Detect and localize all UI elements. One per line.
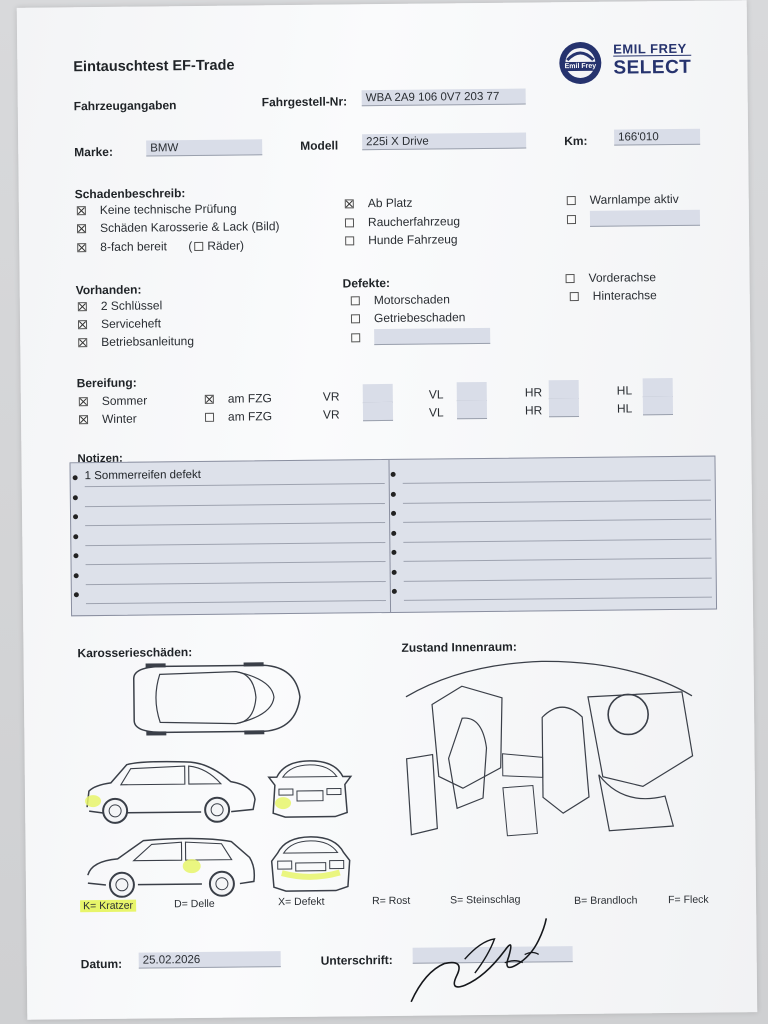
logo-brand-line2: SELECT	[613, 56, 692, 79]
car-side-view-left-icon	[81, 755, 262, 829]
tire-hl-2[interactable]	[643, 396, 673, 415]
tire-season[interactable]: Sommer	[79, 394, 147, 409]
note-line[interactable]	[86, 582, 386, 604]
checkbox-checked[interactable]	[78, 320, 87, 329]
car-front-view-icon	[265, 754, 356, 825]
note-line[interactable]	[86, 563, 386, 585]
checkbox[interactable]	[567, 215, 576, 224]
note-bullet	[391, 511, 396, 516]
note-line[interactable]	[403, 481, 711, 503]
note-bullet	[73, 475, 78, 480]
extra-damage-item[interactable]	[567, 210, 700, 227]
present-item[interactable]: Serviceheft	[78, 316, 161, 331]
note-bullet	[392, 589, 397, 594]
damage-heading: Schadenbeschreib:	[74, 186, 186, 202]
damage-item[interactable]: Raucherfahrzeug	[345, 214, 460, 229]
warning-lamp-item[interactable]: Warnlampe aktiv	[567, 192, 679, 207]
defect-item[interactable]: Motorschaden	[351, 292, 450, 307]
note-bullet	[391, 491, 396, 496]
model-field[interactable]: 225i X Drive	[362, 133, 526, 151]
checkbox[interactable]	[205, 413, 214, 422]
car-rear-view-icon	[265, 832, 356, 899]
defect-item[interactable]	[351, 328, 490, 345]
tire-vr-1[interactable]	[363, 384, 393, 403]
present-item[interactable]: 2 Schlüssel	[78, 298, 163, 313]
checkbox[interactable]	[351, 297, 360, 306]
checkbox[interactable]	[567, 196, 576, 205]
tire-on-car[interactable]: am FZG	[205, 391, 272, 406]
checkbox-checked[interactable]	[345, 200, 354, 209]
tire-pos-label: HR	[524, 403, 543, 418]
tire-season[interactable]: Winter	[79, 412, 137, 427]
tire-pos-label: HR	[524, 385, 543, 400]
checkbox-checked[interactable]	[79, 415, 88, 424]
note-bullet	[73, 495, 78, 500]
damage-item[interactable]: Hunde Fahrzeug	[345, 232, 458, 247]
car-side-view-right-icon	[81, 833, 262, 903]
note-bullet	[392, 569, 397, 574]
damage-item[interactable]: Ab Platz	[345, 196, 413, 211]
emil-frey-logo	[557, 39, 707, 89]
tire-pos-label: VR	[322, 389, 340, 404]
notes-right-column	[70, 457, 714, 464]
interior-heading: Zustand Innenraum:	[401, 639, 517, 655]
tires-heading: Bereifung:	[76, 375, 137, 391]
checkbox[interactable]	[566, 274, 575, 283]
note-bullet	[391, 472, 396, 477]
checkbox-checked[interactable]	[79, 397, 88, 406]
km-field[interactable]: 166'010	[614, 129, 700, 146]
make-field[interactable]: BMW	[146, 139, 262, 156]
checkbox[interactable]	[345, 237, 354, 246]
signature-scribble	[404, 910, 565, 1008]
note-line[interactable]: 1 Sommerreifen defekt	[85, 465, 385, 487]
damage-item[interactable]: 8-fach bereit ( Räder)	[77, 238, 244, 254]
note-bullet	[73, 553, 78, 558]
checkbox-checked[interactable]	[78, 338, 87, 347]
tire-pos-label: VL	[428, 387, 444, 402]
checkbox[interactable]	[351, 315, 360, 324]
date-label: Datum:	[80, 956, 123, 972]
note-line[interactable]	[403, 540, 711, 562]
date-field[interactable]: 25.02.2026	[139, 951, 281, 968]
form-title: Eintauschtest EF-Trade	[73, 57, 235, 76]
checkbox-checked[interactable]	[77, 206, 86, 215]
notes-heading: Notizen:	[77, 452, 123, 466]
checkbox-checked[interactable]	[77, 243, 86, 252]
damage-item[interactable]: Schäden Karosserie & Lack (Bild)	[77, 219, 280, 235]
legend-item: X= Defekt	[278, 895, 325, 909]
note-bullet	[73, 514, 78, 519]
tire-vr-2[interactable]	[363, 402, 393, 421]
axle-item[interactable]: Vorderachse	[566, 270, 657, 285]
defect-other-field[interactable]	[374, 328, 490, 345]
car-top-view-icon	[124, 659, 305, 739]
note-line[interactable]	[85, 504, 385, 526]
note-line[interactable]	[403, 462, 711, 484]
extra-damage-field[interactable]	[590, 210, 700, 227]
legend-item: D= Delle	[174, 897, 215, 911]
km-label: Km:	[564, 133, 588, 149]
tire-pos-label: HL	[616, 401, 633, 416]
damage-marker	[85, 795, 101, 807]
note-line[interactable]	[404, 579, 712, 601]
note-line[interactable]	[85, 524, 385, 546]
checkbox-checked[interactable]	[78, 302, 87, 311]
signature-label: Unterschrift:	[320, 952, 393, 968]
tire-on-car[interactable]: am FZG	[205, 409, 272, 424]
checkbox[interactable]	[351, 333, 360, 342]
note-line[interactable]	[403, 501, 711, 523]
present-item[interactable]: Betriebsanleitung	[78, 334, 194, 349]
axle-item[interactable]: Hinterachse	[570, 288, 657, 303]
present-heading: Vorhanden:	[75, 282, 142, 298]
tire-pos-label: VR	[322, 407, 340, 422]
raeder-checkbox[interactable]	[194, 242, 203, 251]
damage-marker	[275, 797, 291, 809]
vin-label: Fahrgestell-Nr:	[261, 94, 348, 110]
note-line[interactable]	[85, 485, 385, 507]
defect-item[interactable]: Getriebeschaden	[351, 310, 466, 325]
form-sheet	[17, 0, 758, 1020]
note-bullet	[391, 550, 396, 555]
tire-vl-1[interactable]	[457, 382, 487, 401]
legend-item: R= Rost	[372, 894, 411, 908]
note-bullet	[391, 530, 396, 535]
body-damage-heading: Karosserieschäden:	[77, 645, 193, 661]
checkbox-checked[interactable]	[205, 395, 214, 404]
notes-box[interactable]	[69, 456, 717, 617]
legend-item: F= Fleck	[668, 893, 709, 907]
note-line[interactable]	[404, 559, 712, 581]
checkbox[interactable]	[570, 292, 579, 301]
note-bullet	[74, 592, 79, 597]
section-title: Fahrzeugangaben	[73, 98, 177, 114]
checkbox[interactable]	[345, 219, 354, 228]
car-interior-icon	[402, 656, 704, 841]
make-label: Marke:	[74, 144, 113, 160]
damage-item[interactable]: Keine technische Prüfung	[77, 202, 237, 218]
checkbox-checked[interactable]	[77, 224, 86, 233]
legend-item: S= Steinschlag	[450, 893, 521, 907]
tire-pos-label: HL	[616, 383, 633, 398]
note-line[interactable]	[403, 520, 711, 542]
vin-field[interactable]: WBA 2A9 106 0V7 203 77	[362, 89, 526, 107]
tire-hr-1[interactable]	[549, 380, 579, 399]
legend-item: K= Kratzer	[80, 900, 136, 913]
tire-hl-1[interactable]	[643, 378, 673, 397]
damage-marker	[282, 873, 340, 878]
tire-vl-2[interactable]	[457, 400, 487, 419]
note-line[interactable]	[85, 543, 385, 565]
tire-hr-2[interactable]	[549, 398, 579, 417]
note-bullet	[74, 573, 79, 578]
defects-heading: Defekte:	[342, 275, 391, 291]
logo-badge-text: Emil Frey	[564, 62, 597, 71]
legend-item: B= Brandloch	[574, 894, 638, 908]
note-bullet	[73, 534, 78, 539]
model-label: Modell	[300, 138, 339, 153]
damage-marker	[183, 859, 201, 873]
logo-brand-line1: EMIL FREY	[613, 40, 687, 57]
tire-pos-label: VL	[428, 405, 444, 420]
